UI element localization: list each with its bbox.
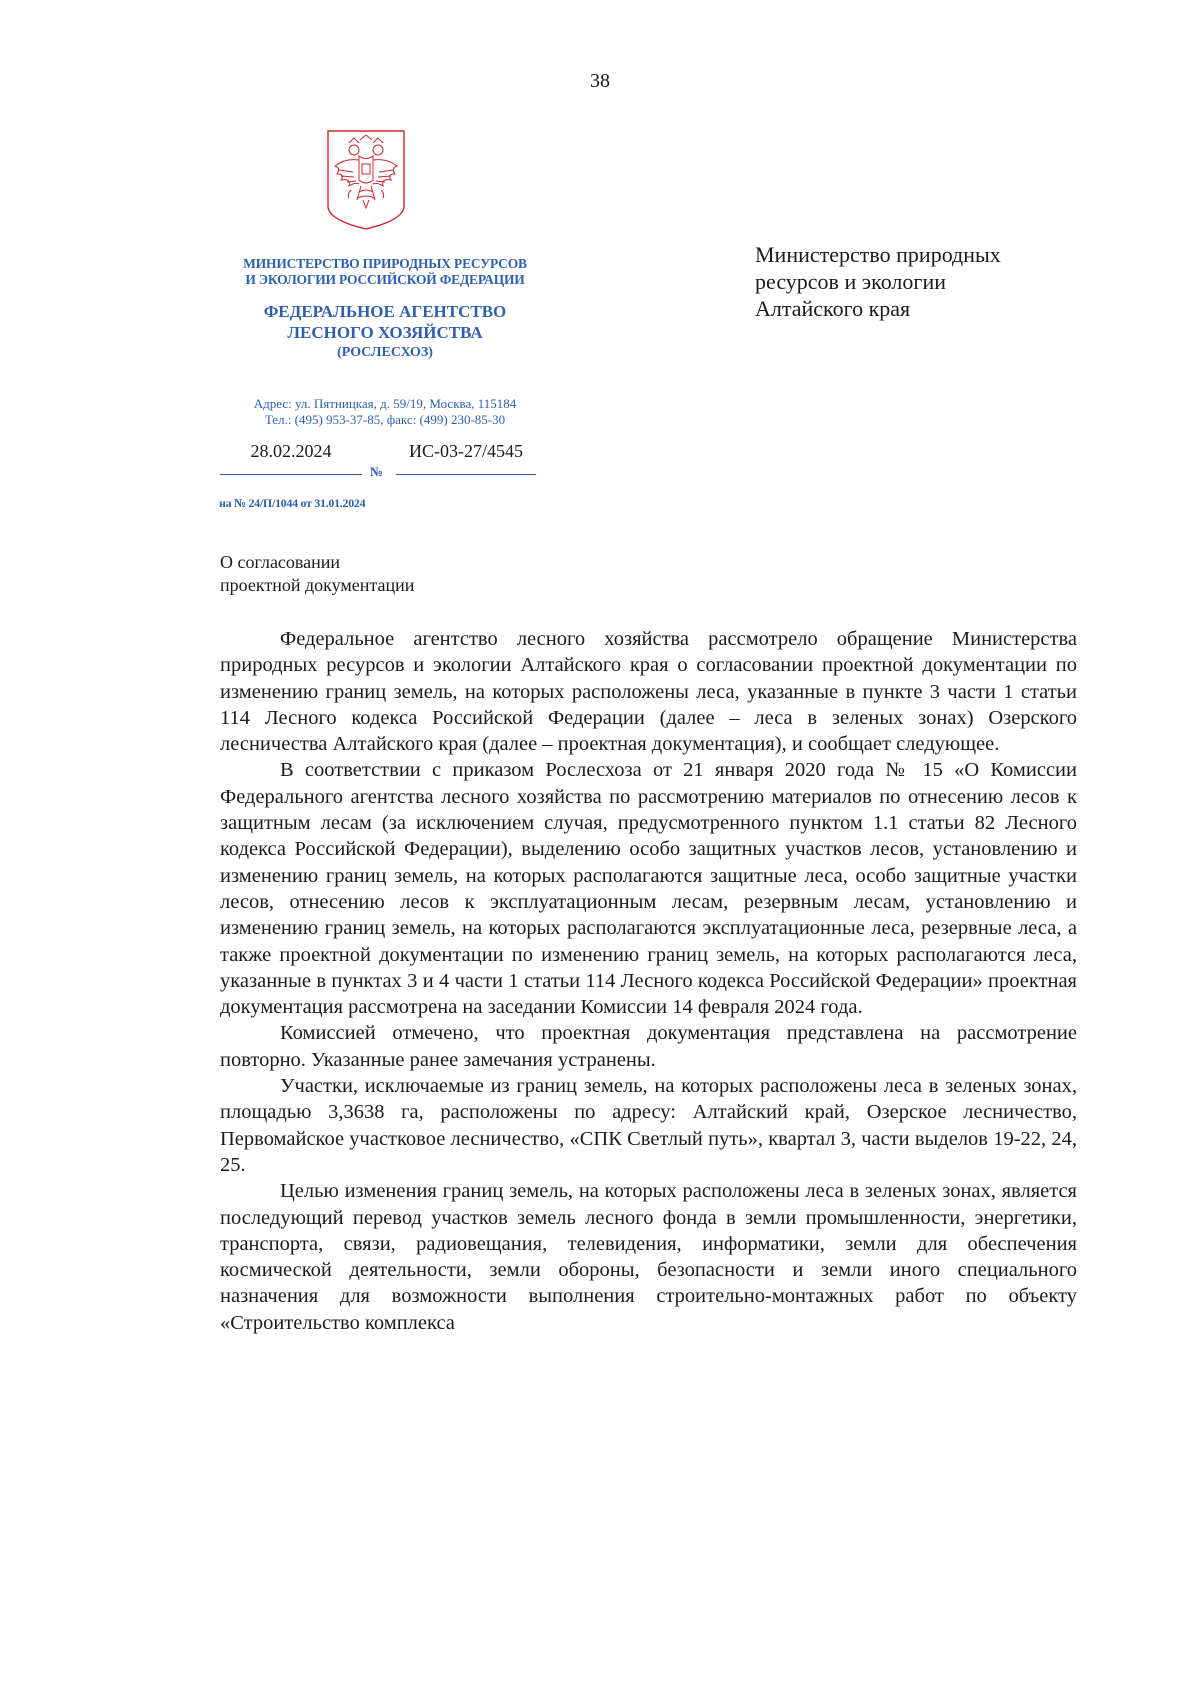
document-number: ИС-03-27/4545 bbox=[409, 441, 523, 461]
subject-line: О согласовании bbox=[220, 552, 341, 572]
addressee-line: Министерство природных bbox=[755, 242, 1001, 267]
number-underline bbox=[396, 474, 536, 475]
ministry-name-line: И ЭКОЛОГИИ РОССИЙСКОЙ ФЕДЕРАЦИИ bbox=[245, 272, 525, 287]
document-date: 28.02.2024 bbox=[250, 441, 332, 461]
body-paragraph: Целью изменения границ земель, на которых расположены леса в зеленых зонах, является последующий перевод участков земель лесного фонда в земли промышленности, энергетики, транспорта, связи, радиовещания, телевидения, информатики, земли для обеспечения космической деятельности, земли обороны, безопасности и земли иного специального назначения для возможности выполнения строительно-монтажных работ по объекту «Строительство комплекса bbox=[220, 1180, 1077, 1334]
number-sign: № bbox=[370, 464, 384, 479]
addressee-block bbox=[755, 241, 1001, 322]
ministry-name-line: МИНИСТЕРСТВО ПРИРОДНЫХ РЕСУРСОВ bbox=[243, 256, 527, 271]
body-paragraph: Федеральное агентство лесного хозяйства рассмотрело обращение Министерства природных ресурсов и экологии Алтайского края о согласовании проектной документации по изменению границ земель, на которых расположены леса, указанные в пункте 3 части 1 статьи 114 Лесного кодекса Российской Федерации (далее – леса в зеленых зонах) Озерского лесничества Алтайского края (далее – проектная документация), и сообщает следующее. bbox=[220, 628, 1077, 756]
document-subject bbox=[220, 551, 414, 597]
reply-reference: на № 24/П/1044 от 31.01.2024 bbox=[219, 496, 366, 510]
subject-line: проектной документации bbox=[220, 575, 415, 595]
letter-body bbox=[220, 626, 1077, 1336]
body-paragraph: В соответствии с приказом Рослесхоза от 21 января 2020 года № 15 «О Комиссии Федерального агентства лесного хозяйства по рассмотрению материалов по отнесению лесов к защитным лесам (за исключением случая, предусмотренного пунктом 1.1 статьи 82 Лесного кодекса Российской Федерации), выделению особо защитных участков лесов, установлению и изменению границ земель, на которых располагаются защитные леса, особо защитные участки лесов, отнесению лесов к эксплуатационным лесам, резервным лесам, установлению и изменению границ земель, на которых располагаются эксплуатационные леса, резервные леса, а также проектной документации по изменению границ земель, на которых располагаются леса, указанные в пунктах 3 и 4 части 1 статьи 114 Лесного кодекса Российской Федерации» проектная документация рассмотрена на заседании Комиссии 14 февраля 2024 года. bbox=[220, 759, 1077, 1019]
addressee-line: Алтайского края bbox=[755, 296, 911, 321]
agency-contacts bbox=[205, 396, 565, 428]
page-number: 38 bbox=[590, 70, 610, 92]
coat-of-arms-icon bbox=[323, 128, 409, 232]
date-underline bbox=[220, 474, 362, 475]
agency-name-line: ЛЕСНОГО ХОЗЯЙСТВА bbox=[287, 323, 483, 342]
agency-phone-fax: Тел.: (495) 953-37-85, факс: (499) 230-85-30 bbox=[264, 412, 506, 427]
agency-name bbox=[205, 301, 565, 343]
ministry-name bbox=[205, 256, 565, 288]
agency-short-name: (РОСЛЕСХОЗ) bbox=[337, 345, 433, 360]
addressee-line: ресурсов и экологии bbox=[755, 269, 946, 294]
agency-name-line: ФЕДЕРАЛЬНОЕ АГЕНТСТВО bbox=[263, 302, 507, 321]
agency-address: Адрес: ул. Пятницкая, д. 59/19, Москва, 115184 bbox=[253, 396, 517, 411]
body-paragraph: Комиссией отмечено, что проектная документация представлена на рассмотрение повторно. Указанные ранее замечания устранены. bbox=[220, 1022, 1077, 1071]
body-paragraph: Участки, исключаемые из границ земель, на которых расположены леса в зеленых зонах, площадью 3,3638 га, расположены по адресу: Алтайский край, Озерское лесничество, Первомайское участковое лесничество, «СПК Светлый путь», квартал 3, части выделов 19-22, 24, 25. bbox=[220, 1075, 1077, 1176]
